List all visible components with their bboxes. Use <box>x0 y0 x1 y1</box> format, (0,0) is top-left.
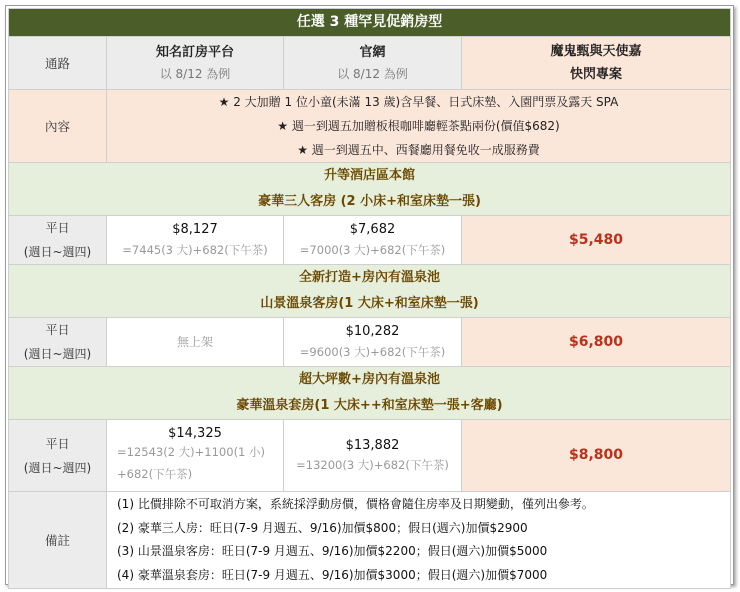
notes-cell <box>107 492 731 589</box>
note-line: (1) 比價排除不可取消方案，系統採浮動房價，價格會隨住房率及日期變動，僅列出參考。 <box>117 497 594 511</box>
official-price: $13,882 <box>345 437 400 453</box>
platform-price-cell <box>107 420 284 492</box>
section-room-name: 山景溫泉客房(1 大床+和室床墊一張) <box>260 296 479 311</box>
section-subtitle: 升等酒店區本館 <box>323 168 415 183</box>
platform-header <box>107 37 284 90</box>
weekday-label <box>9 420 107 492</box>
content-label: 內容 <box>9 90 107 163</box>
special-price: $5,480 <box>462 216 731 265</box>
platform-price-detail: =12543(2 大)+1100(1 小) <box>117 445 266 460</box>
special-price: $6,800 <box>462 318 731 367</box>
platform-price-detail: +682(下午茶) <box>117 467 193 482</box>
platform-price-detail: =7445(3 大)+682(下午茶) <box>122 242 268 257</box>
special-header <box>462 37 731 90</box>
section-header <box>9 367 731 420</box>
special-header-line1: 魔鬼甄與天使嘉 <box>550 43 642 59</box>
platform-name: 知名訂房平台 <box>155 44 234 60</box>
section-subtitle: 全新打造+房內有溫泉池 <box>299 270 440 285</box>
promo-comparison-table <box>8 8 731 589</box>
table-title: 任選 3 種罕見促銷房型 <box>9 9 731 37</box>
platform-not-listed: 無上架 <box>107 318 284 367</box>
section-header <box>9 265 731 318</box>
content-cell <box>107 90 731 163</box>
weekday-range: (週日~週四) <box>23 347 92 361</box>
platform-date-note: 以 8/12 為例 <box>159 67 231 82</box>
special-header-line2: 快閃專案 <box>569 66 622 82</box>
official-price-detail: =9600(3 大)+682(下午茶) <box>299 344 446 359</box>
section-subtitle: 超大坪數+房內有溫泉池 <box>299 372 440 387</box>
note-line: (2) 豪華三人房：旺日(7-9 月週五、9/16)加價$800；假日(週六)加價$2900 <box>117 520 528 535</box>
content-line: ★ 2 大加贈 1 位小童(未滿 13 歲)含早餐、日式床墊、入園門票及露天 SPA <box>218 95 619 109</box>
official-date-note: 以 8/12 為例 <box>337 67 408 82</box>
note-line: (4) 豪華溫泉套房：旺日(7-9 月週五、9/16)加價$3000；假日(週六)加價$7000 <box>117 567 548 582</box>
platform-price: $8,127 <box>172 222 218 238</box>
official-price-cell <box>284 216 462 265</box>
weekday-text: 平日 <box>45 221 70 235</box>
notes-label: 備註 <box>9 492 107 589</box>
special-price: $8,800 <box>462 420 731 492</box>
platform-price-cell <box>107 216 284 265</box>
official-price-detail: =7000(3 大)+682(下午茶) <box>299 242 446 257</box>
weekday-range: (週日~週四) <box>23 245 92 259</box>
official-name: 官網 <box>359 44 386 60</box>
official-price-cell <box>284 318 462 367</box>
weekday-label <box>9 216 107 265</box>
weekday-range: (週日~週四) <box>23 460 92 475</box>
route-label: 通路 <box>9 37 107 90</box>
section-header <box>9 163 731 216</box>
official-price: $7,682 <box>349 222 396 238</box>
weekday-text: 平日 <box>45 323 70 337</box>
official-header <box>284 37 462 90</box>
weekday-label <box>9 318 107 367</box>
section-room-name: 豪華溫泉套房(1 大床++和室床墊一張+客廳) <box>236 398 503 413</box>
content-line: ★ 週一到週五加贈板根咖啡廳輕茶點兩份(價值$682) <box>277 119 560 133</box>
weekday-text: 平日 <box>45 436 70 451</box>
note-line: (3) 山景溫泉客房：旺日(7-9 月週五、9/16)加價$2200；假日(週六)加價$5000 <box>117 544 548 558</box>
content-line: ★ 週一到週五中、西餐廳用餐免收一成服務費 <box>297 143 540 157</box>
official-price: $10,282 <box>345 324 400 340</box>
official-price-detail: =13200(3 大)+682(下午茶) <box>296 458 449 473</box>
official-price-cell <box>284 420 462 492</box>
platform-price: $14,325 <box>168 425 222 441</box>
section-room-name: 豪華三人客房 (2 小床+和室床墊一張) <box>258 194 481 209</box>
